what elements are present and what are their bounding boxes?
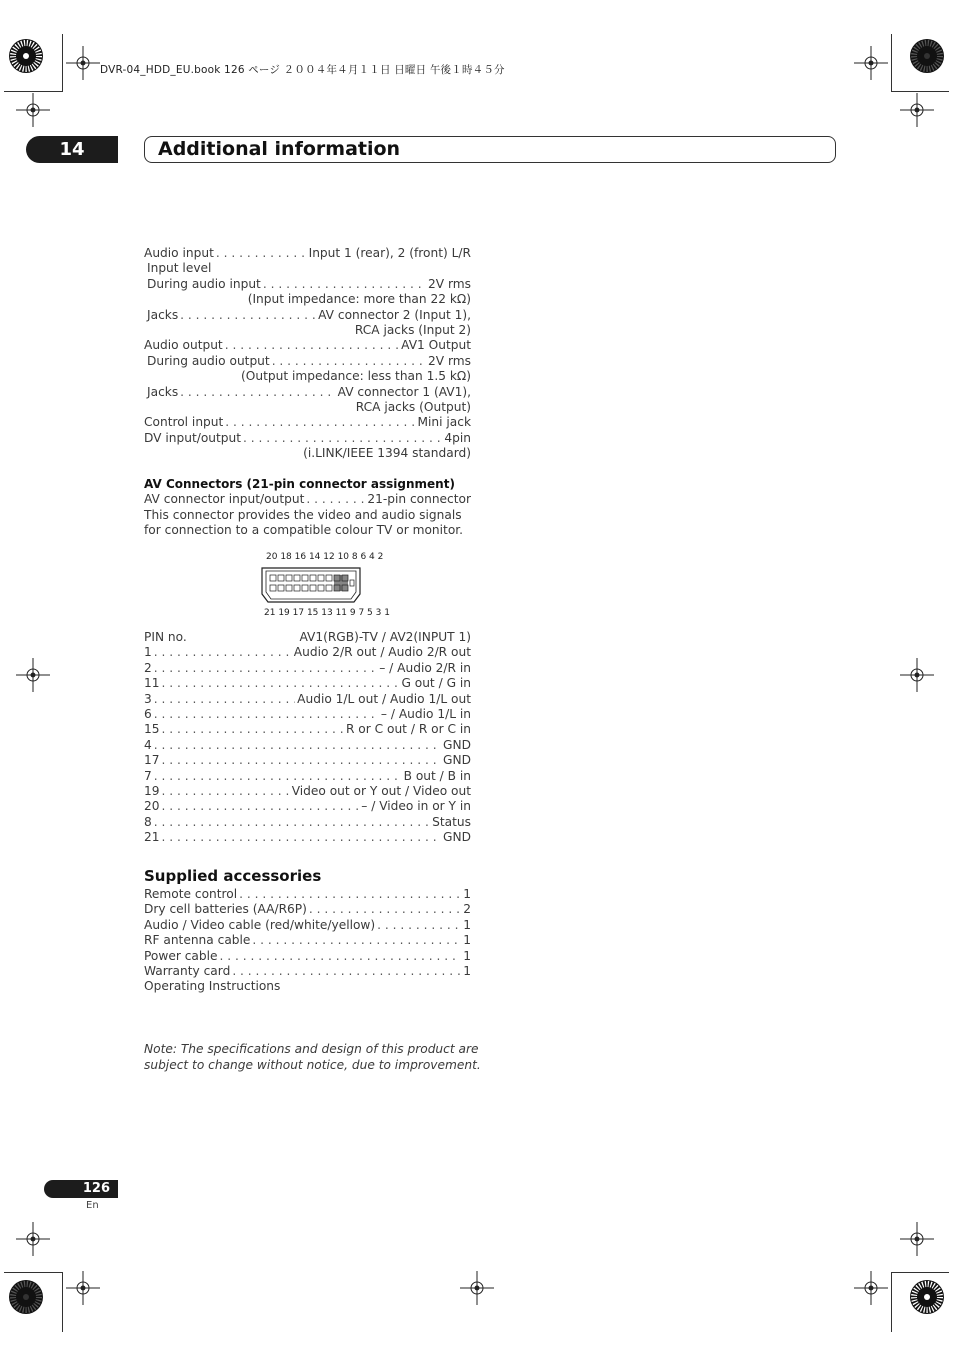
row-value: AV1 Output bbox=[401, 338, 471, 353]
pin-table-header bbox=[144, 630, 471, 645]
dot-leader bbox=[252, 933, 461, 948]
spec-row bbox=[144, 431, 471, 446]
row-value: 2V rms bbox=[428, 353, 471, 368]
accessory-row bbox=[144, 918, 471, 933]
color-wheel-icon bbox=[8, 1279, 44, 1315]
row-value: 1 bbox=[463, 948, 471, 963]
pin-table bbox=[144, 630, 471, 845]
dot-leader bbox=[377, 918, 461, 933]
dot-leader bbox=[162, 830, 442, 845]
color-wheel-icon bbox=[909, 38, 945, 74]
row-label: 8 bbox=[144, 814, 152, 829]
row-label: 1 bbox=[144, 645, 152, 660]
row-label: Input level bbox=[147, 261, 212, 276]
row-label: During audio input bbox=[147, 276, 261, 291]
row-label: 6 bbox=[144, 706, 152, 721]
registration-mark-icon bbox=[16, 1222, 50, 1256]
row-label: 17 bbox=[144, 753, 160, 768]
accessories-heading: Supplied accessories bbox=[144, 867, 322, 885]
row-label: 2 bbox=[144, 660, 152, 675]
dot-leader bbox=[154, 707, 379, 722]
row-value: 2 bbox=[463, 902, 471, 917]
pin-header-right: AV1(RGB)-TV / AV2(INPUT 1) bbox=[299, 630, 471, 644]
row-label: 4 bbox=[144, 737, 152, 752]
row-label: 7 bbox=[144, 768, 152, 783]
dot-leader bbox=[243, 431, 442, 446]
row-value: G out / G in bbox=[401, 676, 471, 691]
registration-mark-icon bbox=[16, 658, 50, 692]
print-header: DVR-04_HDD_EU.book 126 ページ ２００４年４月１１日 日曜日 午後１時４５分 bbox=[100, 64, 505, 76]
row-value: – / Audio 1/L in bbox=[380, 706, 471, 721]
av-connectors-heading: AV Connectors (21-pin connector assignment) bbox=[144, 477, 455, 491]
dot-leader bbox=[162, 722, 344, 737]
av-connector-row bbox=[144, 492, 471, 507]
spec-row bbox=[144, 446, 471, 461]
registration-mark-icon bbox=[900, 1222, 934, 1256]
row-value: Video out or Y out / Video out bbox=[291, 783, 471, 798]
row-value: GND bbox=[443, 753, 471, 768]
pin-row bbox=[144, 799, 471, 814]
row-label: During audio output bbox=[147, 353, 270, 368]
spec-row bbox=[144, 277, 471, 292]
dot-leader bbox=[162, 784, 290, 799]
pin-row bbox=[144, 722, 471, 737]
accessory-row bbox=[144, 902, 471, 917]
spec-row bbox=[144, 385, 471, 400]
row-value: Audio 1/L out / Audio 1/L out bbox=[297, 691, 471, 706]
row-value: 1 bbox=[463, 963, 471, 978]
accessory-row bbox=[144, 887, 471, 902]
row-value: AV connector 2 (Input 1), bbox=[318, 307, 471, 322]
pin-row bbox=[144, 784, 471, 799]
dot-leader bbox=[225, 338, 399, 353]
row-value: Mini jack bbox=[417, 415, 471, 430]
color-wheel-icon bbox=[8, 38, 44, 74]
row-label: 11 bbox=[144, 676, 160, 691]
accessory-row bbox=[144, 933, 471, 948]
row-value: RCA jacks (Output) bbox=[355, 399, 471, 414]
row-value: AV connector 1 (AV1), bbox=[337, 384, 471, 399]
row-value: 4pin bbox=[444, 430, 471, 445]
row-label: RF antenna cable bbox=[144, 933, 251, 948]
row-value: (Output impedance: less than 1.5 kΩ) bbox=[241, 369, 471, 384]
registration-mark-icon bbox=[16, 93, 50, 127]
registration-mark-icon bbox=[900, 93, 934, 127]
pin-row bbox=[144, 769, 471, 784]
row-value: – / Audio 2/R in bbox=[379, 660, 471, 675]
accessory-row bbox=[144, 979, 471, 994]
accessory-row bbox=[144, 964, 471, 979]
spec-row bbox=[144, 292, 471, 307]
chapter-title: Additional information bbox=[158, 138, 401, 160]
spec-row bbox=[144, 369, 471, 384]
row-label: Power cable bbox=[144, 948, 218, 963]
dot-leader bbox=[162, 676, 400, 691]
footnote: Note: The specifications and design of this product are subject to change without notice, due to improvement. bbox=[144, 1042, 481, 1072]
row-label: Control input bbox=[144, 415, 224, 430]
row-value: 2V rms bbox=[428, 276, 471, 291]
pin-header-left: PIN no. bbox=[144, 630, 187, 644]
pin-row bbox=[144, 830, 471, 845]
color-wheel-icon bbox=[909, 1279, 945, 1315]
page-language: En bbox=[86, 1200, 99, 1211]
dot-leader bbox=[239, 887, 461, 902]
row-label: 21 bbox=[144, 830, 160, 845]
accessory-row bbox=[144, 949, 471, 964]
registration-mark-icon bbox=[460, 1271, 494, 1305]
row-value: 1 bbox=[463, 917, 471, 932]
dot-leader bbox=[154, 738, 441, 753]
scart-connector-icon bbox=[258, 566, 364, 604]
spec-row bbox=[144, 400, 471, 415]
dot-leader bbox=[216, 246, 307, 261]
registration-mark-icon bbox=[854, 1271, 888, 1305]
dot-leader bbox=[180, 308, 316, 323]
spec-row bbox=[144, 246, 471, 261]
row-label: Operating Instructions bbox=[144, 979, 281, 994]
row-label: Dry cell batteries (AA/R6P) bbox=[144, 902, 307, 917]
pin-row bbox=[144, 645, 471, 660]
row-value: GND bbox=[443, 737, 471, 752]
pin-row bbox=[144, 692, 471, 707]
row-value: – / Video in or Y in bbox=[361, 799, 471, 814]
row-label: DV input/output bbox=[144, 430, 242, 445]
registration-mark-icon bbox=[900, 658, 934, 692]
dot-leader bbox=[220, 949, 462, 964]
row-label: 3 bbox=[144, 691, 152, 706]
row-label: 19 bbox=[144, 783, 160, 798]
pin-row bbox=[144, 738, 471, 753]
row-label: Jacks bbox=[147, 384, 179, 399]
spec-row bbox=[144, 338, 471, 353]
dot-leader bbox=[263, 277, 426, 292]
dot-leader bbox=[232, 964, 461, 979]
row-label: 15 bbox=[144, 722, 160, 737]
spec-row bbox=[144, 261, 471, 276]
accessories-list bbox=[144, 887, 471, 995]
row-value: 1 bbox=[463, 887, 471, 901]
row-label: Jacks bbox=[147, 307, 179, 322]
dot-leader bbox=[154, 645, 292, 660]
dot-leader bbox=[154, 661, 377, 676]
dot-leader bbox=[272, 354, 426, 369]
row-label: Warranty card bbox=[144, 963, 231, 978]
pin-row bbox=[144, 676, 471, 691]
connector-bottom-pin-numbers: 21 19 17 15 13 11 9 7 5 3 1 bbox=[264, 608, 390, 618]
dot-leader bbox=[154, 769, 402, 784]
dot-leader bbox=[162, 753, 442, 768]
spec-row bbox=[144, 354, 471, 369]
row-value: Status bbox=[432, 814, 471, 829]
dot-leader bbox=[154, 815, 430, 830]
pin-row bbox=[144, 753, 471, 768]
row-value: GND bbox=[443, 830, 471, 845]
dot-leader bbox=[154, 692, 295, 707]
pin-row bbox=[144, 661, 471, 676]
row-value: 1 bbox=[463, 933, 471, 948]
chapter-number: 14 bbox=[26, 136, 118, 163]
row-value: Audio 2/R out / Audio 2/R out bbox=[293, 645, 471, 660]
av-connector-value: 21-pin connector bbox=[367, 492, 471, 506]
row-value: RCA jacks (Input 2) bbox=[354, 322, 471, 337]
row-value: (Input impedance: more than 22 kΩ) bbox=[247, 292, 471, 307]
dot-leader bbox=[309, 902, 461, 917]
page-number: 126 bbox=[44, 1180, 118, 1198]
pin-row bbox=[144, 815, 471, 830]
row-label: Audio output bbox=[144, 338, 223, 353]
av-connector-description: This connector provides the video and audio signals for connection to a compatible colour TV or monitor. bbox=[144, 508, 464, 538]
dot-leader bbox=[162, 799, 360, 814]
row-label: Remote control bbox=[144, 887, 238, 901]
registration-mark-icon bbox=[854, 46, 888, 80]
row-label: Audio / Video cable (red/white/yellow) bbox=[144, 917, 376, 932]
pin-row bbox=[144, 707, 471, 722]
connector-top-pin-numbers: 20 18 16 14 12 10 8 6 4 2 bbox=[266, 552, 384, 562]
spec-row bbox=[144, 415, 471, 430]
row-value: R or C out / R or C in bbox=[345, 722, 471, 737]
spec-row bbox=[144, 323, 471, 338]
spec-list bbox=[144, 246, 471, 461]
row-value: B out / B in bbox=[403, 768, 471, 783]
spec-row bbox=[144, 308, 471, 323]
row-label: Audio input bbox=[144, 246, 214, 260]
dot-leader bbox=[225, 415, 415, 430]
row-value: (i.LINK/IEEE 1394 standard) bbox=[303, 446, 471, 461]
row-value: Input 1 (rear), 2 (front) L/R bbox=[308, 246, 471, 260]
registration-mark-icon bbox=[66, 46, 100, 80]
av-connector-label: AV connector input/output bbox=[144, 492, 305, 506]
row-label: 20 bbox=[144, 799, 160, 814]
registration-mark-icon bbox=[66, 1271, 100, 1305]
dot-leader bbox=[180, 385, 335, 400]
